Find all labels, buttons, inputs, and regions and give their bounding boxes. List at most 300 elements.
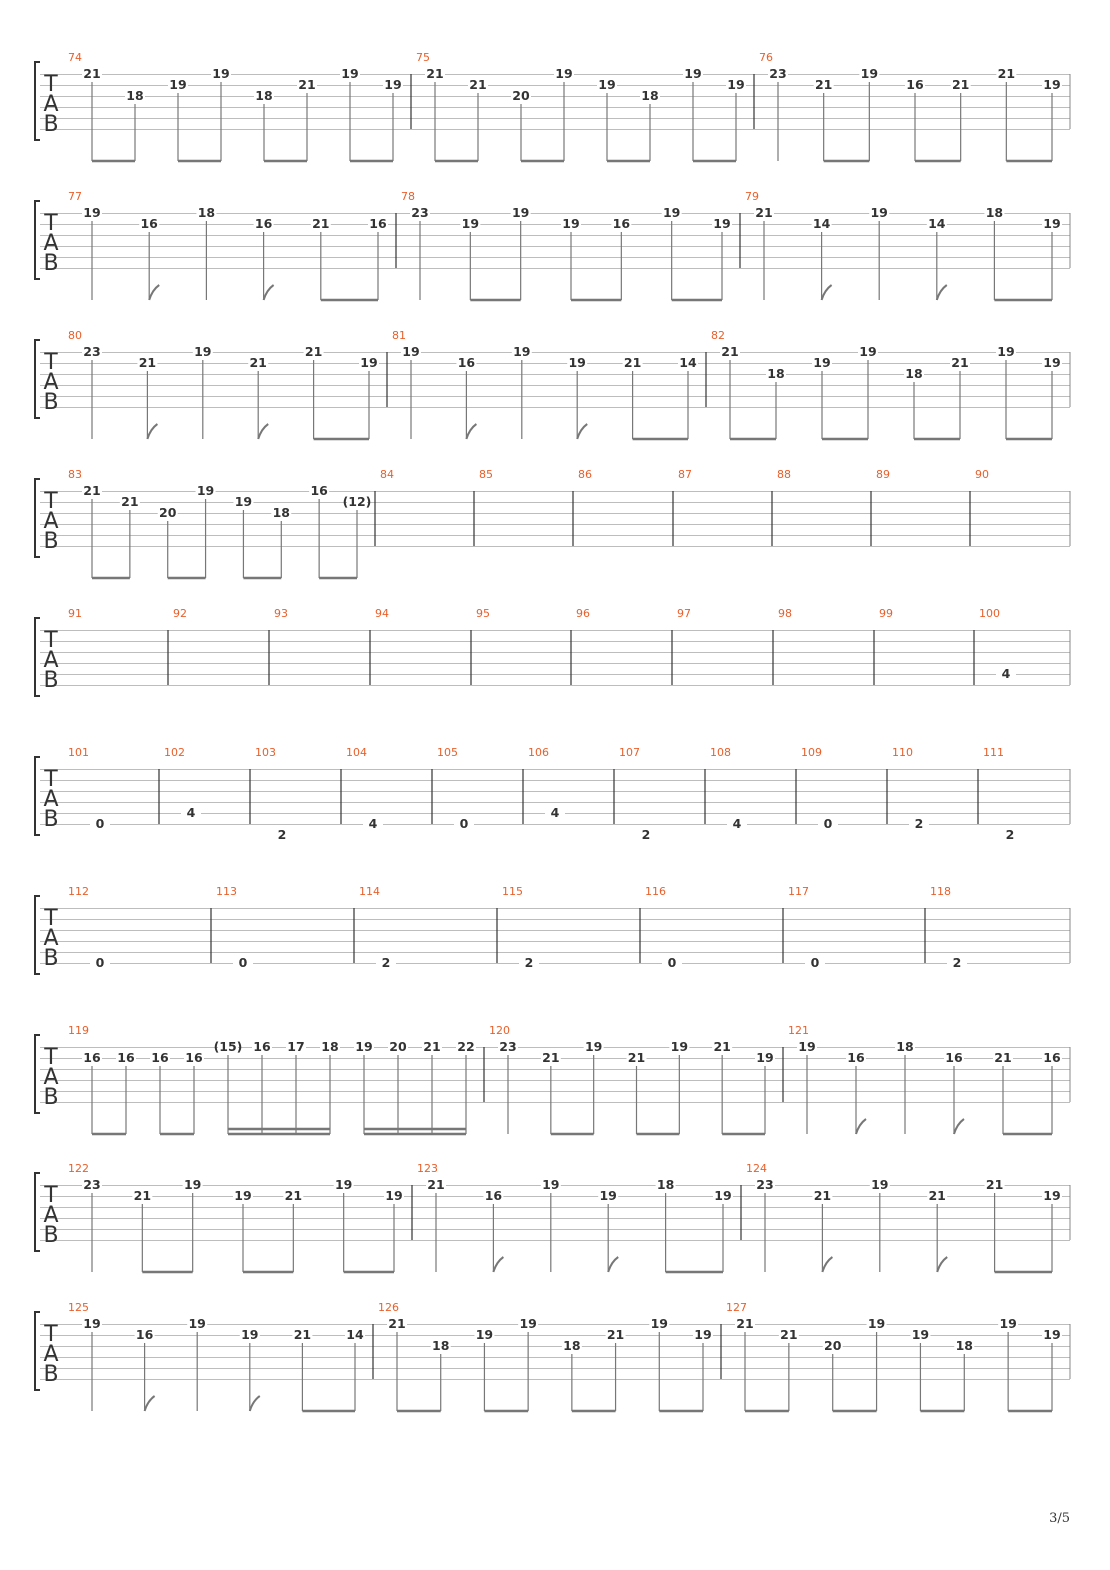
fret-number: 18 xyxy=(985,205,1004,220)
fret-number: 23 xyxy=(769,66,787,81)
fret-number: 19 xyxy=(511,205,530,220)
fret-number: 19 xyxy=(867,1316,886,1331)
fret-number: 14 xyxy=(679,355,697,370)
measure-number: 76 xyxy=(759,51,773,64)
note-flag xyxy=(822,1257,832,1272)
fret-number: 16 xyxy=(906,77,924,92)
fret-number: 19 xyxy=(1043,355,1061,370)
fret-number: 21 xyxy=(780,1327,798,1342)
fret-number: 23 xyxy=(83,344,101,359)
measure-number: 82 xyxy=(711,329,725,342)
note-flag xyxy=(937,1257,947,1272)
note-flag xyxy=(577,424,587,439)
measure xyxy=(484,1024,775,1134)
fret-number: 19 xyxy=(1043,216,1061,231)
fret-number: 19 xyxy=(341,66,359,81)
fret-number: 16 xyxy=(254,216,273,231)
fret-number: 18 xyxy=(641,88,659,103)
system-bracket xyxy=(35,757,40,835)
measure xyxy=(474,468,493,546)
fret-number: 18 xyxy=(563,1338,581,1353)
tab-clef-letter: A xyxy=(43,787,59,812)
fret-number: 21 xyxy=(721,344,739,359)
tab-clef-letter: B xyxy=(43,946,59,971)
fret-number: 17 xyxy=(287,1039,305,1054)
fret-number: 16 xyxy=(847,1050,865,1065)
system-bracket xyxy=(35,618,40,696)
tab-system xyxy=(35,885,1070,974)
measure xyxy=(68,1024,476,1134)
fret-number: 19 xyxy=(568,355,586,370)
tab-clef-letter: A xyxy=(43,926,59,951)
fret-number: 18 xyxy=(272,505,290,520)
measure-number: 84 xyxy=(380,468,394,481)
fret-number: 19 xyxy=(1043,1327,1061,1342)
fret-number: 0 xyxy=(95,816,105,831)
measure xyxy=(432,746,474,831)
tab-clef-letter: B xyxy=(43,112,59,137)
fret-number: 18 xyxy=(255,88,273,103)
tab-clef-letter: B xyxy=(43,807,59,832)
fret-number: 21 xyxy=(284,1188,303,1203)
fret-number: 21 xyxy=(813,1188,832,1203)
fret-number: 21 xyxy=(133,1188,152,1203)
measure-number: 107 xyxy=(619,746,640,759)
system-bracket xyxy=(35,479,40,557)
measure-number: 96 xyxy=(576,607,590,620)
fret-number: 23 xyxy=(499,1039,517,1054)
tab-system xyxy=(35,51,1070,161)
fret-number: 21 xyxy=(293,1327,312,1342)
measure xyxy=(370,607,389,685)
tab-clef-letter: A xyxy=(43,1203,59,1228)
fret-number: 19 xyxy=(188,1316,206,1331)
tab-clef-letter: A xyxy=(43,509,59,534)
fret-number: 21 xyxy=(951,355,969,370)
measure xyxy=(168,607,187,685)
fret-number: 16 xyxy=(117,1050,135,1065)
measure xyxy=(721,1301,1062,1411)
fret-number: 16 xyxy=(253,1039,271,1054)
fret-number: 19 xyxy=(334,1177,353,1192)
fret-number: 21 xyxy=(542,1050,560,1065)
tab-system xyxy=(35,190,1070,300)
measure-number: 108 xyxy=(710,746,731,759)
fret-number: 21 xyxy=(736,1316,754,1331)
measure xyxy=(871,468,890,546)
fret-number: 21 xyxy=(249,355,267,370)
tab-clef-letter: B xyxy=(43,529,59,554)
fret-number: 19 xyxy=(650,1316,668,1331)
fret-number: 16 xyxy=(310,483,328,498)
measure xyxy=(68,51,403,161)
measure-number: 127 xyxy=(726,1301,747,1314)
system-bracket xyxy=(35,896,40,974)
tab-clef-letter: A xyxy=(43,1065,59,1090)
note-flag xyxy=(145,1396,155,1411)
measure-number: 117 xyxy=(788,885,809,898)
fret-number: 19 xyxy=(384,77,402,92)
fret-number: 0 xyxy=(459,816,469,831)
fret-number: 4 xyxy=(550,805,560,820)
fret-number: 21 xyxy=(426,66,444,81)
system-bracket xyxy=(35,201,40,279)
fret-number: 21 xyxy=(623,355,642,370)
fret-number: 0 xyxy=(667,955,677,970)
tab-clef-letter: T xyxy=(44,350,58,375)
fret-number: 19 xyxy=(461,216,480,231)
measure-number: 124 xyxy=(746,1162,767,1175)
measure xyxy=(640,885,682,970)
tab-system xyxy=(35,1301,1070,1411)
fret-number: 19 xyxy=(870,205,888,220)
measure-number: 121 xyxy=(788,1024,809,1037)
measure xyxy=(978,746,1020,842)
fret-number: 2 xyxy=(277,827,287,842)
tab-clef-letter: A xyxy=(43,231,59,256)
tab-clef-letter: T xyxy=(44,1045,58,1070)
fret-number: 19 xyxy=(859,344,877,359)
tab-clef-letter: A xyxy=(43,92,59,117)
measure-number: 100 xyxy=(979,607,1000,620)
fret-number: 19 xyxy=(756,1050,774,1065)
tab-system xyxy=(35,746,1070,842)
fret-number: 19 xyxy=(871,1177,889,1192)
system-bracket xyxy=(35,1035,40,1113)
system-bracket xyxy=(35,1312,40,1390)
tab-system xyxy=(35,468,1070,578)
measure-number: 77 xyxy=(68,190,82,203)
tab-clef-letter: B xyxy=(43,1362,59,1387)
fret-number: 19 xyxy=(385,1188,403,1203)
tab-clef-letter: T xyxy=(44,628,58,653)
note-flag xyxy=(954,1119,964,1134)
fret-number: 23 xyxy=(83,1177,101,1192)
measure-number: 115 xyxy=(502,885,523,898)
measure xyxy=(773,607,792,685)
fret-number: 19 xyxy=(599,1188,617,1203)
fret-number: 22 xyxy=(457,1039,475,1054)
measure xyxy=(705,746,747,831)
measure xyxy=(614,746,656,842)
tab-clef-letter: B xyxy=(43,1223,59,1248)
note-flag xyxy=(149,285,159,300)
measure xyxy=(706,329,1062,439)
measure-number: 111 xyxy=(983,746,1004,759)
fret-number: 14 xyxy=(812,216,831,231)
fret-number: 21 xyxy=(997,66,1016,81)
fret-number: 18 xyxy=(905,366,923,381)
measure-number: 86 xyxy=(578,468,592,481)
measure-number: 122 xyxy=(68,1162,89,1175)
measure xyxy=(373,1301,713,1411)
measure-number: 102 xyxy=(164,746,185,759)
measure xyxy=(269,607,288,685)
tab-clef-letter: A xyxy=(43,648,59,673)
fret-number: 19 xyxy=(684,66,702,81)
measure xyxy=(740,190,1062,300)
measure xyxy=(68,885,110,970)
measure-number: 91 xyxy=(68,607,82,620)
fret-number: 16 xyxy=(140,216,158,231)
measure-number: 119 xyxy=(68,1024,89,1037)
measure xyxy=(673,468,692,546)
measure-number: 99 xyxy=(879,607,893,620)
fret-number: 20 xyxy=(512,88,530,103)
measure-number: 125 xyxy=(68,1301,89,1314)
fret-number: 19 xyxy=(727,77,745,92)
tab-system xyxy=(35,1162,1070,1272)
tab-clef-letter: B xyxy=(43,1085,59,1110)
measure-number: 101 xyxy=(68,746,89,759)
fret-number: 19 xyxy=(584,1039,603,1054)
measure xyxy=(159,746,201,824)
measure xyxy=(497,885,539,970)
measure-number: 105 xyxy=(437,746,458,759)
fret-number: 21 xyxy=(627,1050,646,1065)
fret-number: 19 xyxy=(196,483,215,498)
measure-number: 116 xyxy=(645,885,666,898)
fret-number: 18 xyxy=(197,205,216,220)
measure-number: 74 xyxy=(68,51,82,64)
note-flag xyxy=(856,1119,866,1134)
fret-number: 19 xyxy=(360,355,378,370)
measure-number: 113 xyxy=(216,885,237,898)
fret-number: 0 xyxy=(95,955,105,970)
fret-number: 16 xyxy=(151,1050,169,1065)
fret-number: 14 xyxy=(928,216,946,231)
measure xyxy=(523,746,565,824)
fret-number: 19 xyxy=(555,66,573,81)
fret-number: 4 xyxy=(368,816,378,831)
tab-system xyxy=(35,1024,1070,1134)
fret-number: 21 xyxy=(312,216,330,231)
tab-clef-letter: B xyxy=(43,668,59,693)
measure-number: 87 xyxy=(678,468,692,481)
fret-number: 23 xyxy=(411,205,429,220)
fret-number: 21 xyxy=(83,483,101,498)
measure-number: 118 xyxy=(930,885,951,898)
fret-number: 0 xyxy=(810,955,820,970)
measure xyxy=(874,607,893,685)
fret-number: 21 xyxy=(83,66,101,81)
measure-number: 123 xyxy=(417,1162,438,1175)
measure-number: 98 xyxy=(778,607,792,620)
measure-number: 104 xyxy=(346,746,367,759)
tab-clef-letter: T xyxy=(44,767,58,792)
measure xyxy=(412,1162,733,1272)
fret-number: 0 xyxy=(823,816,833,831)
fret-number: 21 xyxy=(138,355,157,370)
fret-number: 19 xyxy=(798,1039,816,1054)
fret-number: 2 xyxy=(1005,827,1015,842)
fret-number: 19 xyxy=(694,1327,712,1342)
tab-clef-letter: T xyxy=(44,1322,58,1347)
fret-number: 19 xyxy=(234,1188,252,1203)
fret-number: 19 xyxy=(1043,77,1061,92)
note-flag xyxy=(147,424,157,439)
note-flag xyxy=(608,1257,618,1272)
measure xyxy=(375,468,394,546)
measure xyxy=(341,746,383,831)
measure-number: 88 xyxy=(777,468,791,481)
fret-number: 20 xyxy=(824,1338,842,1353)
fret-number: 21 xyxy=(423,1039,441,1054)
measure-number: 97 xyxy=(677,607,691,620)
note-flag xyxy=(258,424,268,439)
fret-number: 21 xyxy=(994,1050,1012,1065)
measure xyxy=(970,468,989,546)
fret-number: 18 xyxy=(955,1338,973,1353)
measure xyxy=(68,607,82,620)
tab-clef-letter: B xyxy=(43,390,59,415)
measure-number: 78 xyxy=(401,190,415,203)
fret-number: 0 xyxy=(238,955,248,970)
measure xyxy=(672,607,691,685)
fret-number: 19 xyxy=(997,344,1015,359)
fret-number: 19 xyxy=(813,355,831,370)
measure xyxy=(783,885,825,970)
measure xyxy=(354,885,396,970)
tab-system xyxy=(35,607,1070,696)
measure-number: 109 xyxy=(801,746,822,759)
measure-number: 112 xyxy=(68,885,89,898)
fret-number: 21 xyxy=(755,205,773,220)
fret-number: 19 xyxy=(234,494,253,509)
fret-number: 19 xyxy=(519,1316,537,1331)
measure xyxy=(396,190,732,300)
system-bracket xyxy=(35,1173,40,1251)
fret-number: 19 xyxy=(183,1177,202,1192)
measure-number: 110 xyxy=(892,746,913,759)
measure-number: 85 xyxy=(479,468,493,481)
measure-number: 126 xyxy=(378,1301,399,1314)
fret-number: 23 xyxy=(756,1177,774,1192)
fret-number: 19 xyxy=(714,1188,732,1203)
fret-number: 19 xyxy=(860,66,879,81)
fret-number: 14 xyxy=(346,1327,364,1342)
measure xyxy=(387,329,698,439)
measure xyxy=(772,468,791,546)
fret-number: 18 xyxy=(432,1338,450,1353)
fret-number: 2 xyxy=(914,816,924,831)
measure xyxy=(754,51,1062,161)
measure xyxy=(471,607,490,685)
fret-number: 2 xyxy=(641,827,651,842)
fret-number: 20 xyxy=(389,1039,407,1054)
fret-number: (12) xyxy=(342,494,372,509)
measure-number: 103 xyxy=(255,746,276,759)
fret-number: 16 xyxy=(945,1050,963,1065)
fret-number: 16 xyxy=(185,1050,203,1065)
system-bracket xyxy=(35,340,40,418)
tab-clef-letter: T xyxy=(44,906,58,931)
measure xyxy=(741,1162,1062,1272)
note-flag xyxy=(937,285,947,300)
note-flag xyxy=(250,1396,260,1411)
tab-clef-letter: B xyxy=(43,251,59,276)
system-bracket xyxy=(35,62,40,140)
note-flag xyxy=(493,1257,503,1272)
measure xyxy=(68,1162,404,1272)
fret-number: 19 xyxy=(911,1327,930,1342)
fret-number: 19 xyxy=(169,77,187,92)
fret-number: 19 xyxy=(598,77,616,92)
fret-number: 19 xyxy=(212,66,230,81)
fret-number: 18 xyxy=(321,1039,339,1054)
fret-number: 21 xyxy=(814,77,833,92)
tab-clef-letter: T xyxy=(44,489,58,514)
fret-number: 21 xyxy=(304,344,323,359)
fret-number: 19 xyxy=(194,344,212,359)
measure xyxy=(571,607,590,685)
measure xyxy=(68,329,379,439)
fret-number: 18 xyxy=(896,1039,914,1054)
fret-number: 4 xyxy=(732,816,742,831)
fret-number: 16 xyxy=(484,1188,503,1203)
fret-number: 19 xyxy=(542,1177,560,1192)
fret-number: 19 xyxy=(475,1327,494,1342)
measure-number: 79 xyxy=(745,190,759,203)
note-flag xyxy=(466,424,476,439)
measure xyxy=(573,468,592,546)
note-flag xyxy=(264,285,274,300)
fret-number: 21 xyxy=(713,1039,731,1054)
fret-number: 18 xyxy=(767,366,785,381)
fret-number: 20 xyxy=(159,505,177,520)
fret-number: 21 xyxy=(951,77,970,92)
fret-number: 2 xyxy=(381,955,391,970)
measure xyxy=(68,746,110,831)
measure-number: 75 xyxy=(416,51,430,64)
fret-number: 2 xyxy=(952,955,962,970)
fret-number: 16 xyxy=(369,216,387,231)
fret-number: 16 xyxy=(1043,1050,1061,1065)
page-number: 3/5 xyxy=(1049,1511,1070,1526)
measure-number: 95 xyxy=(476,607,490,620)
tab-clef-letter: T xyxy=(44,1183,58,1208)
measure xyxy=(68,1301,365,1411)
fret-number: 16 xyxy=(83,1050,101,1065)
tab-clef-letter: A xyxy=(43,1342,59,1367)
measure xyxy=(211,885,253,970)
fret-number: 16 xyxy=(135,1327,154,1342)
tab-clef-letter: A xyxy=(43,370,59,395)
fret-number: 19 xyxy=(241,1327,259,1342)
fret-number: 16 xyxy=(457,355,476,370)
measure xyxy=(796,746,838,831)
fret-number: (15) xyxy=(213,1039,243,1054)
measure xyxy=(411,51,746,161)
fret-number: 19 xyxy=(662,205,681,220)
measure-number: 120 xyxy=(489,1024,510,1037)
fret-number: 4 xyxy=(186,805,196,820)
fret-number: 19 xyxy=(999,1316,1017,1331)
fret-number: 21 xyxy=(469,77,487,92)
fret-number: 4 xyxy=(1001,666,1011,681)
measure-number: 81 xyxy=(392,329,406,342)
measure-number: 93 xyxy=(274,607,288,620)
fret-number: 18 xyxy=(126,88,144,103)
fret-number: 21 xyxy=(606,1327,625,1342)
fret-number: 19 xyxy=(402,344,420,359)
fret-number: 21 xyxy=(928,1188,946,1203)
measure xyxy=(925,885,967,970)
measure xyxy=(250,746,292,842)
measure-number: 106 xyxy=(528,746,549,759)
measure xyxy=(68,468,371,578)
tab-clef-letter: T xyxy=(44,211,58,236)
